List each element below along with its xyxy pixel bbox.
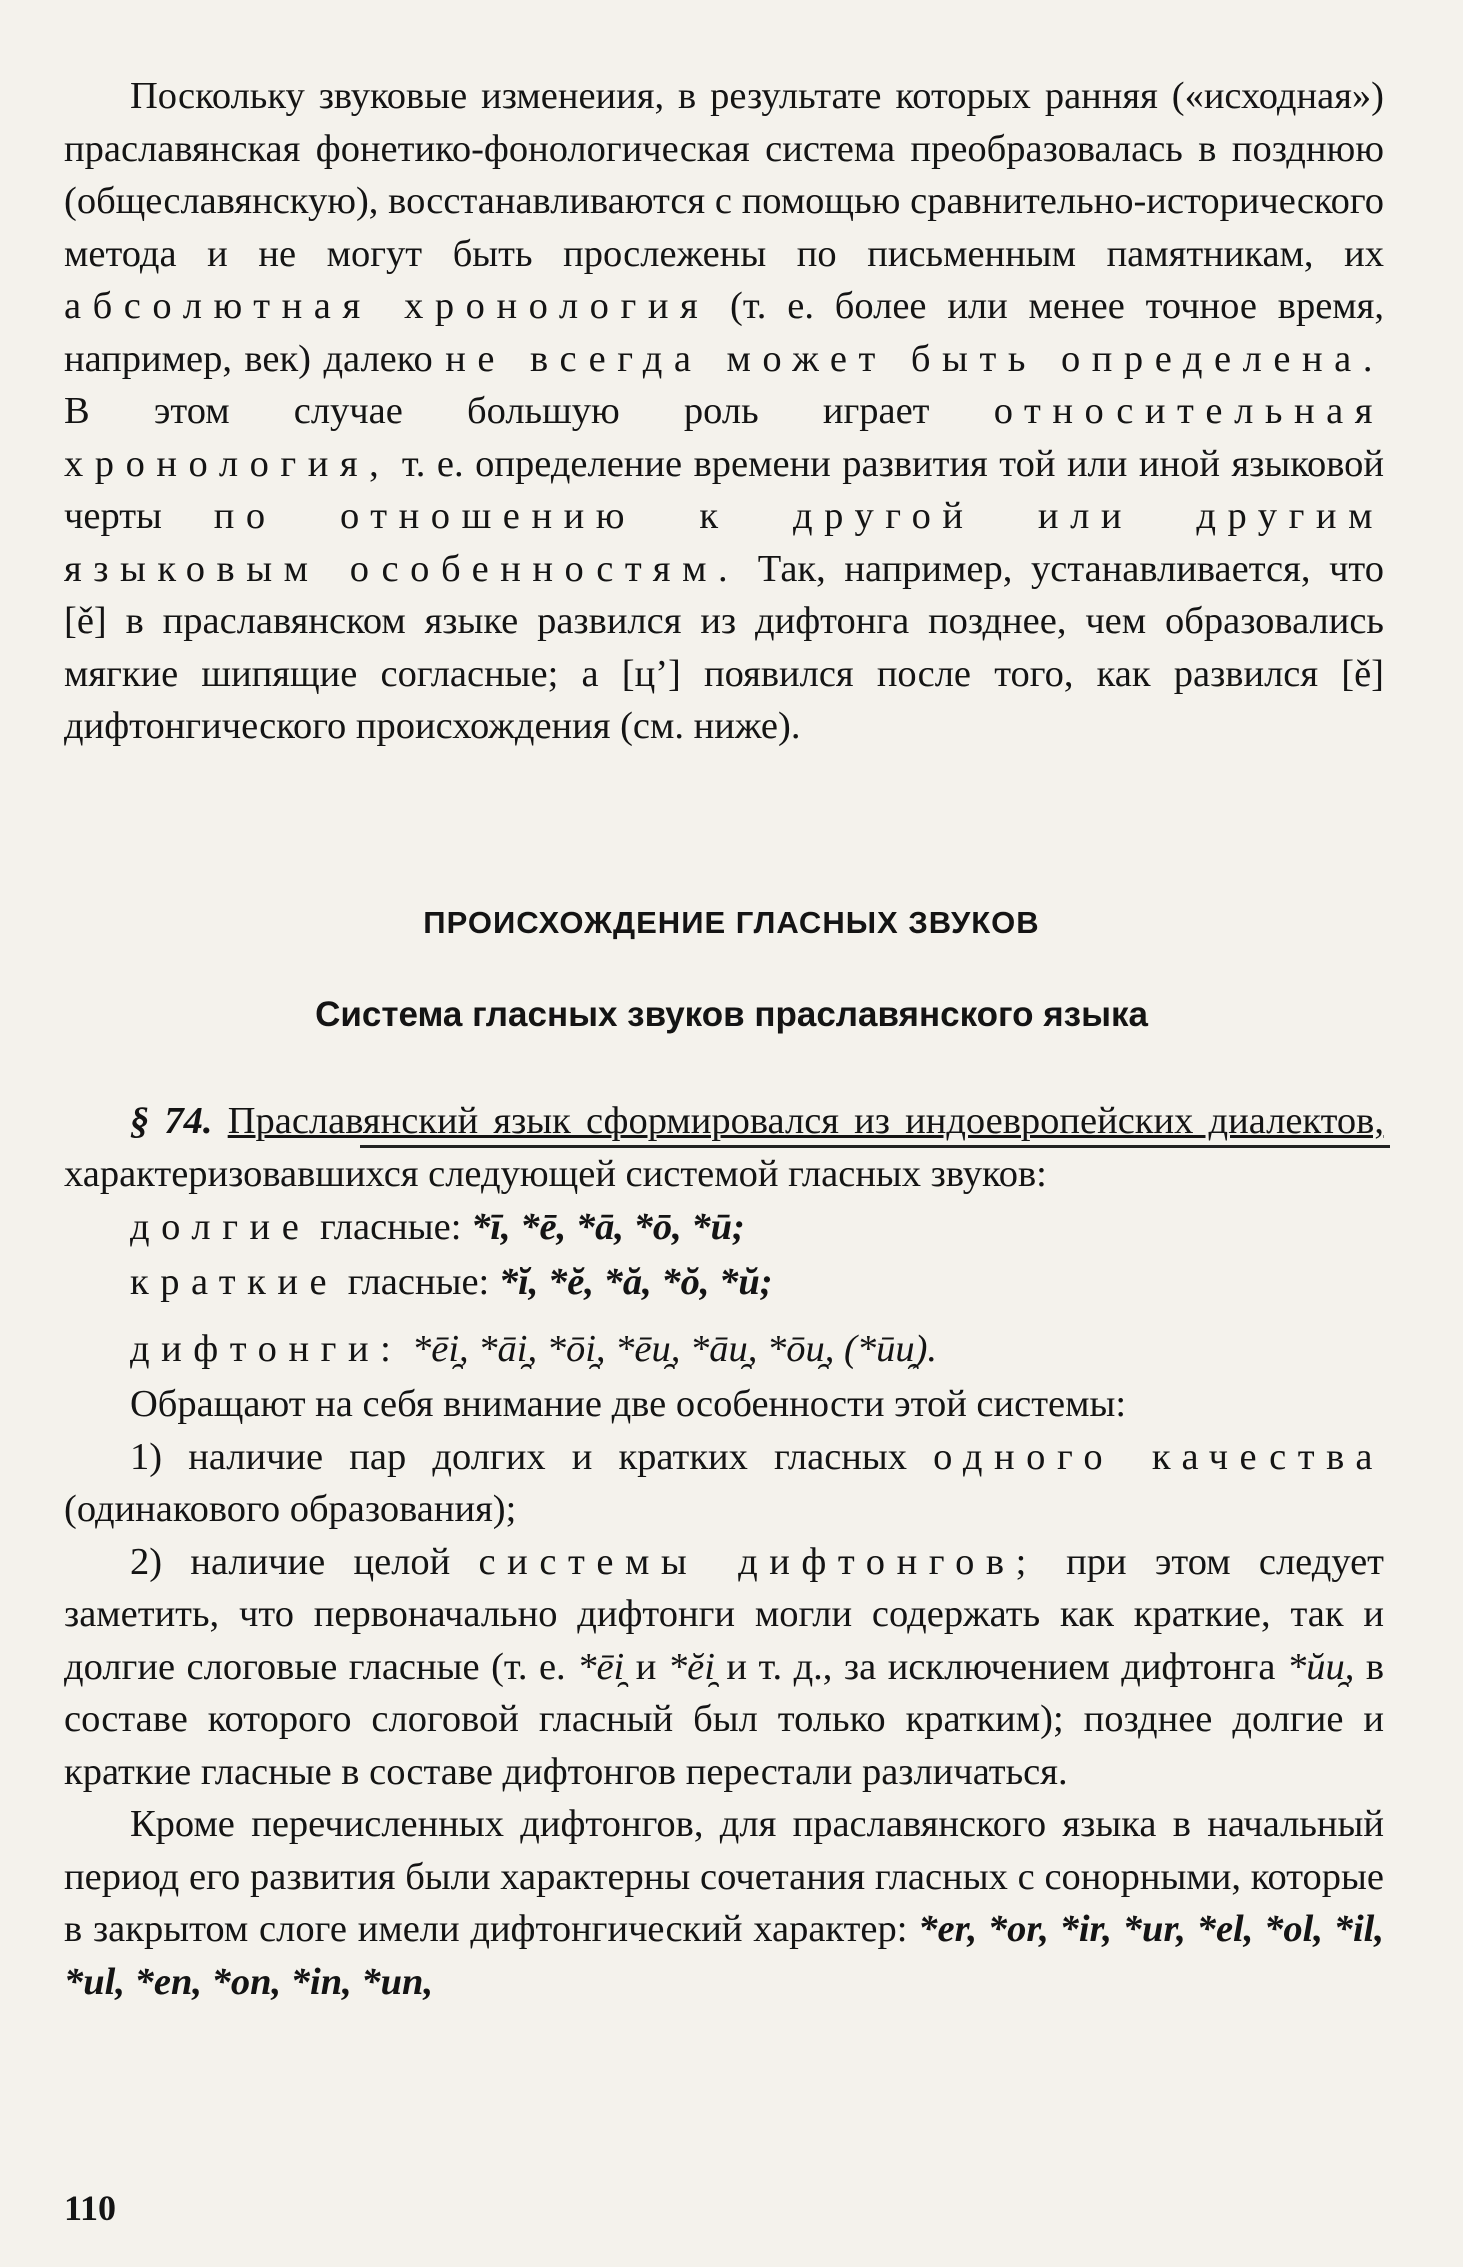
feature-2-example-3: *ŭu̯, (1286, 1645, 1355, 1688)
chapter-heading: ПРОИСХОЖДЕНИЕ ГЛАСНЫХ ЗВУКОВ (423, 905, 1040, 940)
intro-spaced-3: относительная хронология, (64, 390, 1384, 485)
feature-2-text-e: в составе которого слоговой гласный был только кратким); позднее долгие и краткие гласные в составе дифтонгов перестали различаться. (64, 1645, 1384, 1793)
feature-2-spaced: системы дифтонгов; (478, 1540, 1038, 1583)
intro-text-5: Так, например, устанавливается, что [ě] в праславянском языке развился из дифтонга позднее, чем образовались мягкие шипящие согласные; а [ц’] появился после того, как развился [ě] дифтонгического происхождения (см. ниже). (64, 547, 1384, 747)
long-vowels-values: *ī, *ē, *ā, *ō, *ū; (471, 1206, 745, 1248)
intro-text-4: т. е. определение времени развития той или иной языковой черты (64, 442, 1384, 537)
long-vowels-label: долгие (130, 1206, 311, 1248)
sonorant-text: Кроме перечисленных дифтонгов, для праславянского языка в начальный период его развития были характерны сочетания гласных с сонорными, которые в закрытом слоге имели дифтонгический характер: (64, 1803, 1384, 1950)
sonorant-combinations: *er, *or, *ir, *ur, *el, *ol, *il, *ul, *en, *on, *in, *un, (64, 1908, 1384, 2003)
short-vowels-label: краткие (130, 1261, 339, 1303)
diphthongs-values: *ēi̯, *āi̯, *ōi̯, *ēu̯, *āu̯, *ōu̯, (*ūu̯). (411, 1328, 938, 1370)
underlined-phrase: Праславянский язык сформировался из индоевропейских диалектов, (227, 1100, 1384, 1142)
diphthongs-label: дифтонги: (130, 1328, 403, 1370)
intro-text-1: Поскольку звуковые изменеиия, в результате которых ранняя («исходная») праславянская фонетико-фонологическая система преобразовалась в позднюю (общеславянскую), восстанавливаются с помощью сравнительно-исторического метода и не могут быть прослежены по письменным памятникам, их (64, 75, 1384, 275)
short-vowels-word: гласные: (338, 1261, 499, 1303)
intro-spaced-4: по отношению к другой или другим языковым особенностям. (64, 495, 1384, 590)
short-vowels-values: *ĭ, *ĕ, *ă, *ŏ, *ŭ; (498, 1261, 773, 1303)
feature-2-example-2: *ĕi̯ (667, 1645, 715, 1688)
section-heading: Система гласных звуков праславянского языка (315, 995, 1148, 1034)
sonorant-paragraph (64, 1798, 1384, 2008)
feature-1-text-b: (одинакового образования); (64, 1488, 517, 1530)
long-vowels-word: гласные: (310, 1206, 472, 1248)
feature-2-text-b: при этом следует заметить, что первоначально дифтонги могли содержать как краткие, так и долгие слоговые гласные (т. е. (64, 1540, 1384, 1688)
feature-2-text-c: и (624, 1645, 668, 1688)
short-vowels-line (64, 1255, 1384, 1310)
intro-text-2: (т. е. более или менее точное время, например, век) далеко (64, 285, 1384, 380)
feature-2-text-d: и т. д., за исключением дифтонга (714, 1645, 1287, 1688)
feature-2 (64, 1536, 1384, 1799)
section-74-text: характеризовавшихся следующей системой гласных звуков: (64, 1152, 1047, 1195)
intro-paragraph (64, 70, 1384, 753)
diphthongs-line (64, 1320, 1384, 1378)
feature-1-spaced: одного качества (933, 1435, 1384, 1478)
intro-spaced-2: не всегда может быть определена. (445, 337, 1384, 380)
section-74-block (64, 1095, 1384, 2008)
page-number: 110 (64, 2188, 117, 2228)
feature-1 (64, 1431, 1384, 1536)
section-74-intro (64, 1095, 1384, 1200)
feature-1-text-a: 1) наличие пар долгих и кратких гласных (130, 1435, 934, 1478)
feature-2-text-a: 2) наличие целой (130, 1540, 479, 1583)
intro-paragraph-block (64, 70, 1384, 753)
long-vowels-line (64, 1200, 1384, 1255)
intro-text-3: В этом случае большую роль играет (64, 390, 994, 432)
paragraph-number: § 74. (130, 1100, 213, 1142)
features-intro: Обращают на себя внимание две особенности этой системы: (130, 1383, 1127, 1425)
feature-2-example-1: *ēi̯ (577, 1645, 625, 1688)
intro-spaced-1: абсолютная хронология (64, 285, 710, 327)
